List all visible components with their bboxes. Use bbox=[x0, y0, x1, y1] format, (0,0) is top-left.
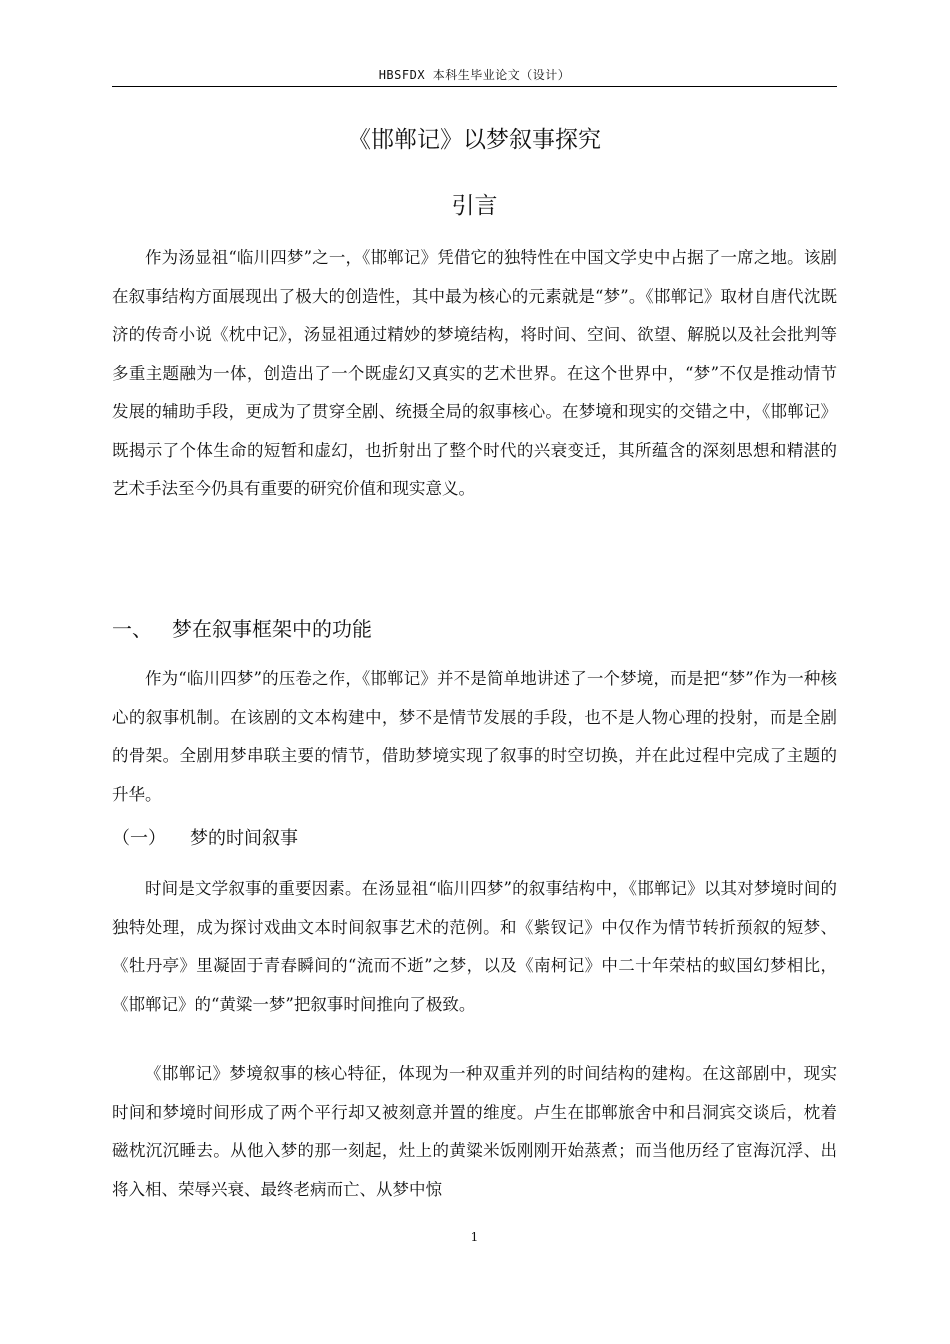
page-number: 1 bbox=[470, 1230, 479, 1244]
section-paragraph: 作为“临川四梦”的压卷之作，《邯郸记》并不是简单地讲述了一个梦境，而是把“梦”作为一种核心的叙事机制。在该剧的文本构建中，梦不是情节发展的手段，也不是人物心理的投射，而是全剧的骨架。全剧用梦串联主要的情节，借助梦境实现了叙事的时空切换，并在此过程中完成了主题的升华。 bbox=[112, 669, 837, 804]
intro-paragraph: 作为汤显祖“临川四梦”之一，《邯郸记》凭借它的独特性在中国文学史中占据了一席之地。该剧在叙事结构方面展现出了极大的创造性，其中最为核心的元素就是“梦”。《邯郸记》取材自唐代沈既济的传奇小说《枕中记》，汤显祖通过精妙的梦境结构，将时间、空间、欲望、解脱以及社会批判等多重主题融为一体，创造出了一个既虚幻又真实的艺术世界。在这个世界中，“梦”不仅是推动情节发展的辅助手段，更成为了贯穿全剧、统摄全局的叙事核心。在梦境和现实的交错之中，《邯郸记》既揭示了个体生命的短暂和虚幻，也折射出了整个时代的兴衰变迁，其所蕴含的深刻思想和精湛的艺术手法至今仍具有重要的研究价值和现实意义。 bbox=[112, 248, 837, 498]
paper-title: 《邯郸记》以梦叙事探究 bbox=[348, 127, 601, 153]
section-title: 梦在叙事框架中的功能 bbox=[172, 617, 372, 641]
subsection-number: （一） bbox=[112, 828, 166, 849]
subsection-heading bbox=[112, 822, 837, 856]
subsection-title: 梦的时间叙事 bbox=[190, 828, 298, 849]
header-rule bbox=[112, 86, 837, 87]
subsection-paragraph-2: 《邯郸记》梦境叙事的核心特征，体现为一种双重并列的时间结构的建构。在这部剧中，现实时间和梦境时间形成了两个平行却又被刻意并置的维度。卢生在邯郸旅舍中和吕洞宾交谈后，枕着磁枕沉沉睡去。从他入梦的那一刻起，灶上的黄粱米饭刚刚开始蒸煮；而当他历经了宦海沉浮、出将入相、荣辱兴衰、最终老病而亡、从梦中惊 bbox=[112, 1064, 837, 1199]
intro-heading: 引言 bbox=[451, 193, 498, 219]
section-heading bbox=[112, 612, 837, 646]
running-header: HBSFDX 本科生毕业论文（设计） bbox=[378, 68, 571, 82]
subsection-paragraph-1: 时间是文学叙事的重要因素。在汤显祖“临川四梦”的叙事结构中，《邯郸记》以其对梦境时间的独特处理，成为探讨戏曲文本时间叙事艺术的范例。和《紫钗记》中仅作为情节转折预叙的短梦、《牡丹亭》里凝固于青春瞬间的“流而不逝”之梦，以及《南柯记》中二十年荣枯的蚁国幻梦相比，《邯郸记》的“黄粱一梦”把叙事时间推向了极致。 bbox=[112, 879, 837, 1014]
section-number: 一、 bbox=[112, 617, 152, 641]
